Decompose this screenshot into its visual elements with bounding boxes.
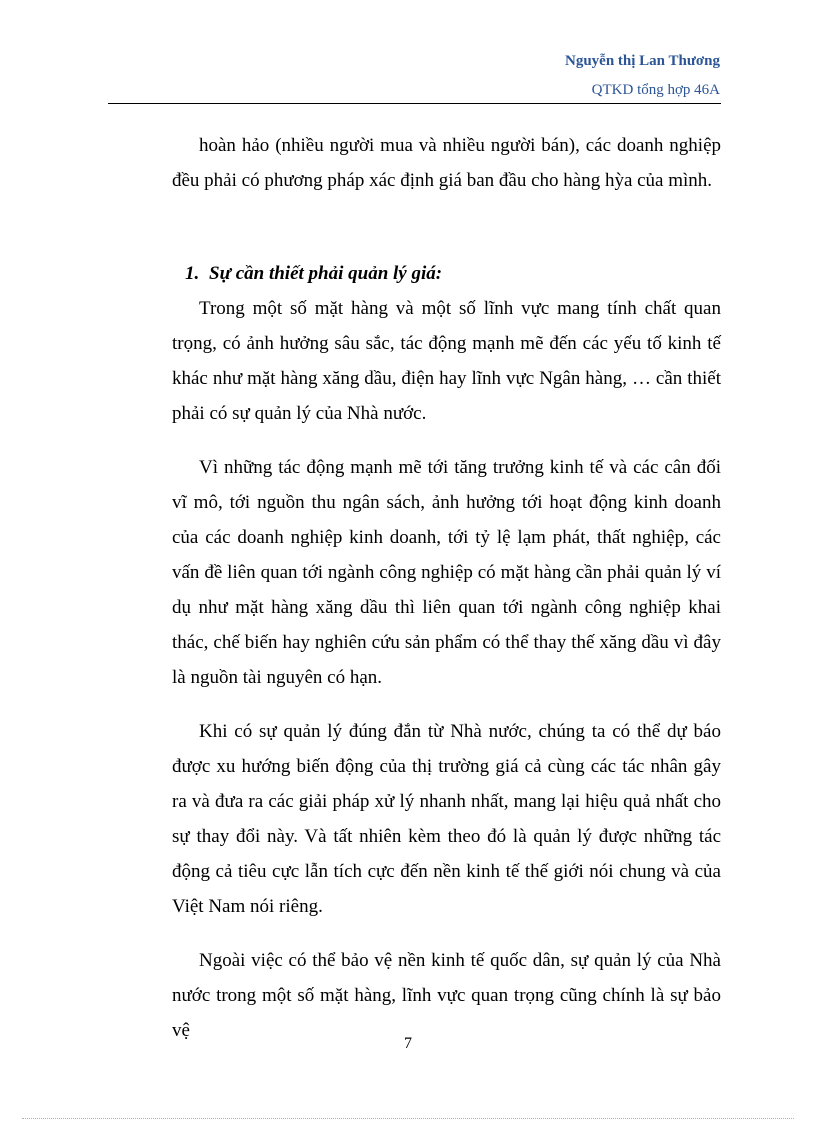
body-paragraph: Khi có sự quản lý đúng đắn từ Nhà nước, chúng ta có thể dự báo được xu hướng biến động của thị trường giá cả cùng các tác nhân gây ra và đưa ra các giải pháp xử lý nhanh nhất, mang lại hiệu quả nhất cho sự thay đổi này. Và tất nhiên kèm theo đó là quản lý được những tác động cả tiêu cực lẫn tích cực đến nền kinh tế thế giới nói chung và của Việt Nam nói riêng.	[172, 721, 721, 917]
page-bottom-border	[22, 1118, 794, 1119]
intro-paragraph: hoàn hảo (nhiều người mua và nhiều người bán), các doanh nghiệp đều phải có phương pháp xác định giá ban đầu cho hàng hỳa của mình.	[172, 135, 721, 191]
class-name: QTKD tổng hợp 46A	[591, 82, 720, 98]
header-divider	[108, 103, 721, 104]
page-number: 7	[404, 1035, 412, 1052]
body-paragraph: Vì những tác động mạnh mẽ tới tăng trưởng kinh tế và các cân đối vĩ mô, tới nguồn thu ngân sách, ảnh hưởng tới hoạt động kinh doanh của các doanh nghiệp kinh doanh, tới tỷ lệ lạm phát, thất nghiệp, các vấn đề liên quan tới ngành công nghiệp có mặt hàng cần phải quản lý ví dụ như mặt hàng xăng dầu thì liên quan tới ngành công nghiệp khai thác, chế biến hay nghiên cứu sản phẩm có thể thay thế xăng dầu vì đây là nguồn tài nguyên có hạn.	[172, 457, 721, 688]
page-header	[565, 50, 720, 101]
body-paragraph: Trong một số mặt hàng và một số lĩnh vực mang tính chất quan trọng, có ảnh hưởng sâu sắc, tác động mạnh mẽ đến các yếu tố kinh tế khác như mặt hàng xăng dầu, điện hay lĩnh vực Ngân hàng, … cần thiết phải có sự quản lý của Nhà nước.	[172, 298, 721, 424]
body-paragraph: Ngoài việc có thể bảo vệ nền kinh tế quốc dân, sự quản lý của Nhà nước trong một số mặt hàng, lĩnh vực quan trọng cũng chính là sự bảo vệ	[172, 950, 721, 1041]
section-heading	[172, 256, 721, 291]
section-number: 1.	[185, 263, 200, 284]
author-name: Nguyễn thị Lan Thương	[564, 53, 720, 69]
document-body	[172, 128, 721, 1048]
section-title: Sự cần thiết phải quản lý giá:	[209, 263, 443, 284]
